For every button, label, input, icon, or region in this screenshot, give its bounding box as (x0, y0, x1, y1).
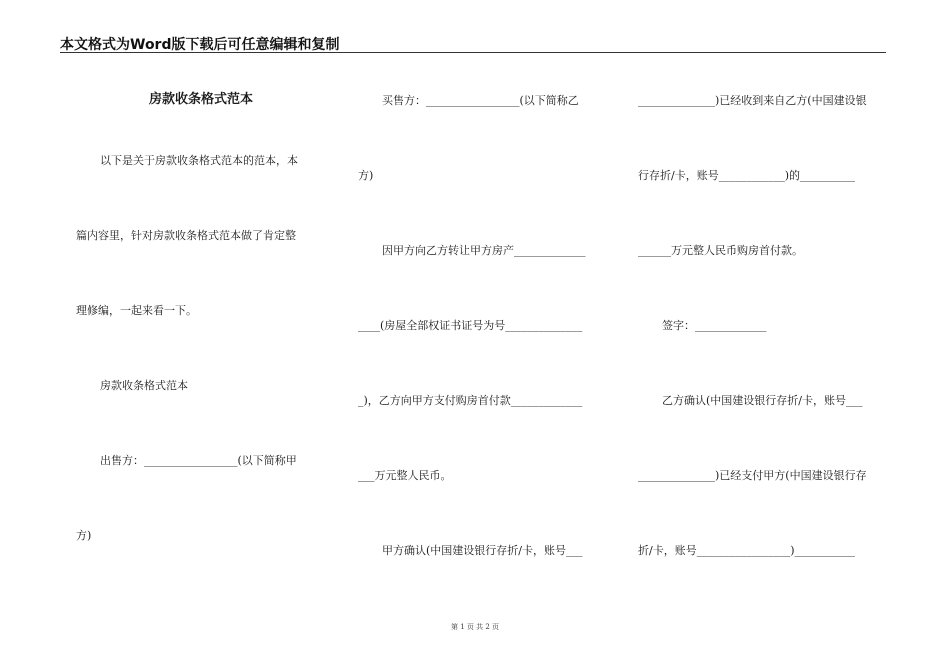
column-right (638, 0, 888, 672)
column-left (76, 0, 326, 672)
column-middle (358, 0, 608, 672)
paragraph-line: 折/卡，账号_________________)___________ (638, 544, 855, 557)
page-number: 第 1 页 共 2 页 (450, 623, 500, 631)
paragraph-line: 篇内容里，针对房款收条格式范本做了肯定整 (76, 229, 296, 242)
paragraph-line: 因甲方向乙方转让甲方房产_____________ (382, 244, 586, 257)
paragraph-line: 出售方：_________________(以下简称甲 (100, 454, 297, 467)
paragraph-line: 以下是关于房款收条格式范本的范本，本 (100, 154, 298, 167)
document-title: 房款收条格式范本 (148, 92, 253, 107)
paragraph-line: 乙方确认(中国建设银行存折/卡，账号___ (662, 394, 863, 407)
paragraph-line: ____(房屋全部权证书证号为号______________ (358, 319, 583, 332)
paragraph-line: 方) (358, 169, 374, 182)
paragraph-line: 理修编，一起来看一下。 (76, 304, 197, 317)
paragraph-line: ______________)已经收到来自乙方(中国建设银 (638, 94, 867, 107)
paragraph-line: 行存折/卡，账号____________)的__________ (638, 169, 855, 182)
document-header: 本文格式为Word版下载后可任意编辑和复制 (60, 34, 886, 53)
paragraph-line: 方) (76, 529, 92, 542)
section-heading: 房款收条格式范本 (100, 379, 188, 392)
signature-line: 签字：_____________ (662, 319, 767, 332)
paragraph-line: 买售方：_________________(以下简称乙 (382, 94, 579, 107)
paragraph-line: ______万元整人民币购房首付款。 (638, 244, 803, 257)
paragraph-line: _)，乙方向甲方支付购房首付款_____________ (358, 394, 583, 407)
paragraph-line: ___万元整人民币。 (358, 469, 452, 482)
paragraph-line: 甲方确认(中国建设银行存折/卡，账号___ (382, 544, 583, 557)
paragraph-line: ______________)已经支付甲方(中国建设银行存 (638, 469, 867, 482)
